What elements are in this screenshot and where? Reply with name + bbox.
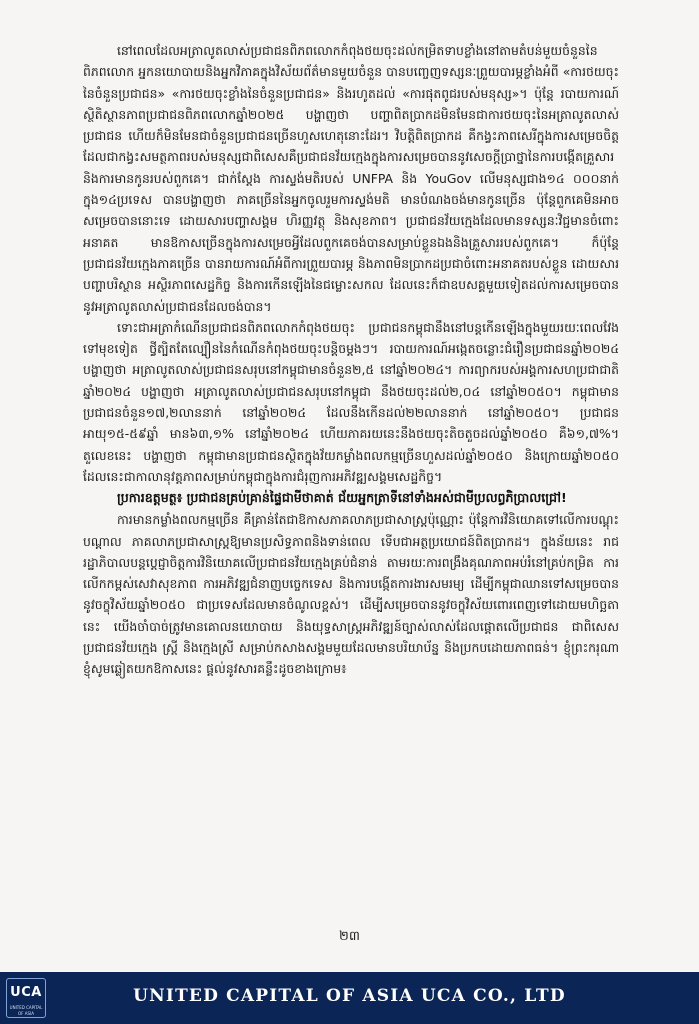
logo-text: UCA bbox=[10, 985, 42, 1000]
section-heading: ប្រការឧត្តមត្ថ៖ ប្រជាជនគ្រប់គ្រាន់ផ្ទៃជាមីថាគាត់ ជ័យអ្នកត្រាទីនៅទាំងអស់ជាមីប្រលព្ធភិប្រាលជ្រៅ! bbox=[117, 490, 567, 506]
paragraph-2: ទោះជាអត្រាកំណើនប្រជាជនពិភពលោកកំពុងថយចុះ ប្រជាជនកម្ពុជានឹងនៅបន្តកើនឡើងក្នុងមួយរយៈពេលវែងទៅមុខទៀត ថ្វីត្បិតតែល្បឿននៃកំណើនកំពុងថយចុះបន្តិចម្តងៗ។ របាយការណ៍អង្កេតចន្លោះជំរឿនប្រជាជនឆ្នាំ២០២៤ បង្ហាញថា អត្រាលូតលាស់ប្រជាជនសរុបនៅកម្ពុជាមានចំនួន២,៥ នៅឆ្នាំ២០២៤។ ការព្យាករបស់អង្គការសហប្រជាជាតិឆ្នាំ២០២៤ បង្ហាញថា អត្រាលូតលាស់ប្រជាជនសរុបនៅកម្ពុជា នឹងថយចុះដល់២,០៤ នៅឆ្នាំ២០៥០។ កម្ពុជាមានប្រជាជនចំនួន១៧,២លាននាក់ នៅឆ្នាំ២០២៤ ដែលនឹងកើនដល់២២លាននាក់ នៅឆ្នាំ២០៥០។ ប្រជាជនអាយុ១៥-៥៩ឆ្នាំ មាន៦៣,១% នៅឆ្នាំ២០២៤ ហើយភាគរយនេះនឹងថយចុះតិចតួចដល់ឆ្នាំ២០៥០ គឺ៦១,៧%។ តួលេខនេះ បង្ហាញថា កម្ពុជាមានប្រជាជនស្ថិតក្នុងវ័យកម្លាំងពលកម្មច្រើនហួសដល់ឆ្នាំ២០៥០ និងក្រោយឆ្នាំ២០៥០ ដែលនេះជាកាលានុវត្តភាពសម្រាប់កម្ពុជាក្នុងការជំរុញការអភិវឌ្ឍសង្គមសេដ្ឋកិច្ច។ bbox=[83, 319, 619, 484]
company-name: UNITED CAPITAL OF ASIA UCA CO., LTD bbox=[133, 986, 566, 1006]
paragraph-3: ការមានកម្លាំងពលកម្មច្រើន គឺគ្រាន់តែជាឱកាសភាគលាភប្រជាសាស្ត្រប៉ុណ្ណោះ ប៉ុន្តែការវិនិយោគទៅលើការបណ្តុះបណ្តាល ភាគលាភប្រជាសាស្ត្រឱ្យមានប្រសិទ្ធភាពនិងទាន់ពេល ទើបជាអត្ថប្រយោជន៍ពិតប្រាកដ។ ក្នុងន័យនេះ រាជរដ្ឋាភិបាលបន្តប្តេជ្ញាចិត្តការវិនិយោគលើប្រជាជនវ័យក្មេងគ្រប់ជំនាន់ តាមរយៈការពង្រឹងគុណភាពអប់រំនៅគ្រប់កម្រិត ការលើកកម្ពស់សេវាសុខភាព ការអភិវឌ្ឍជំនាញបច្ចេកទេស និងការបង្កើតការងារសមរម្យ ដើម្បីកម្ពុជាឈានទៅសម្រេចបាននូវចក្ខុវិស័យឆ្នាំ២០៥០ ជាប្រទេសដែលមានចំណូលខ្ពស់។ ដើម្បីសម្រេចបាននូវចក្ខុវិស័យពោរពេញទៅដោយមហិច្ឆតានេះ យើងចាំបាច់ត្រូវមានគោលនយោបាយ និងយុទ្ធសាស្ត្រអភិវឌ្ឍន៍ច្បាស់លាស់ដែលផ្តោតលើប្រជាជន ជាពិសេសប្រជាជនវ័យក្មេង ស្ត្រី និងក្មេងស្រី សម្រាប់កសាងសង្គមមួយដែលមានបរិយាប័ន្ន និងប្រកបដោយភាពធន់។ ខ្ញុំព្រះករុណា ខ្ញុំសូមឆ្លៀតយកឱកាសនេះ ផ្តល់នូវសារគន្លឹះដូចខាងក្រោម៖ bbox=[83, 512, 619, 677]
body-text bbox=[83, 40, 619, 680]
footer-bar bbox=[0, 972, 699, 1024]
paragraph-1: នៅពេលដែលអត្រាលូតលាស់ប្រជាជនពិភពលោកកំពុងថយចុះដល់កម្រិតទាបខ្លាំងនៅតាមតំបន់មួយចំនួននៃពិភពលោក អ្នកនយោបាយនិងអ្នកវិភាគក្នុងវិស័យព័ត៌មានមួយចំនួន បានបញ្ចេញទស្សនៈព្រួយបារម្ភខ្លាំងអំពី «ការថយចុះនៃចំនួនប្រជាជន» «ការថយចុះខ្លាំងនៃចំនួនប្រជាជន» និងរហូតដល់ «ការផុតពូជរបស់មនុស្ស»។ ប៉ុន្តែ របាយការណ៍ស្ថិតិស្ថានភាពប្រជាជនពិភពលោកឆ្នាំ២០២៥ បង្ហាញថា បញ្ហាពិតប្រាកដមិនមែនជាការថយចុះនៃអត្រាលូតលាស់ប្រជាជន ហើយក៏មិនមែនជាចំនួនប្រជាជនច្រើនហួសហេតុនោះដែរ។ វិបត្តិពិតប្រាកដ គឺកង្វះភាពសេរីក្នុងការសម្រេចចិត្ត ដែលជាកង្វះសមត្ថភាពរបស់មនុស្សជាពិសេសគឺប្រជាជនវ័យក្មេងក្នុងការសម្រេចបាននូវសេចក្តីប្រាថ្នានៃការបង្កើតគ្រួសារ និងការមានកូនរបស់ពួកគេ។ ជាក់ស្តែង ការស្ទង់មតិរបស់ UNFPA និង YouGov លើមនុស្សជាង១៤ ០០០នាក់ ក្នុង១៤ប្រទេស បានបង្ហាញថា ភាគច្រើននៃអ្នកចូលរួមការស្ទង់មតិ មានបំណងចង់មានកូនច្រើន ប៉ុន្តែពួកគេមិនអាចសម្រេចបាននោះទេ ដោយសារបញ្ហាសង្គម ហិរញ្ញវត្ថុ និងសុខភាព។ ប្រជាជនវ័យក្មេងដែលមានទស្សនៈវិជ្ជមានចំពោះអនាគត មានឱកាសច្រើនក្នុងការសម្រេចអ្វីដែលពួកគេចង់បានសម្រាប់ខ្លួនឯងនិងគ្រួសាររបស់ពួកគេ។ ក៏ប៉ុន្តែ ប្រជាជនវ័យក្មេងភាគច្រើន បានរាយការណ៍អំពីការព្រួយបារម្ភ និងភាពមិនប្រាកដប្រជាចំពោះអនាគតរបស់ខ្លួន ដោយសារបញ្ហាបរិស្ថាន អស្ថិរភាពសេដ្ឋកិច្ច និងការកើនឡើងនៃជម្លោះសកល ដែលនេះក៏ជាឧបសគ្គមួយទៀតដល់ការសម្រេចបាននូវអត្រាលូតលាស់ប្រជាជនដែលចង់បាន។ bbox=[83, 43, 619, 314]
page-number: ២៣ bbox=[339, 929, 360, 944]
logo-subtext: UNITED CAPITAL OF ASIA bbox=[9, 1005, 43, 1016]
